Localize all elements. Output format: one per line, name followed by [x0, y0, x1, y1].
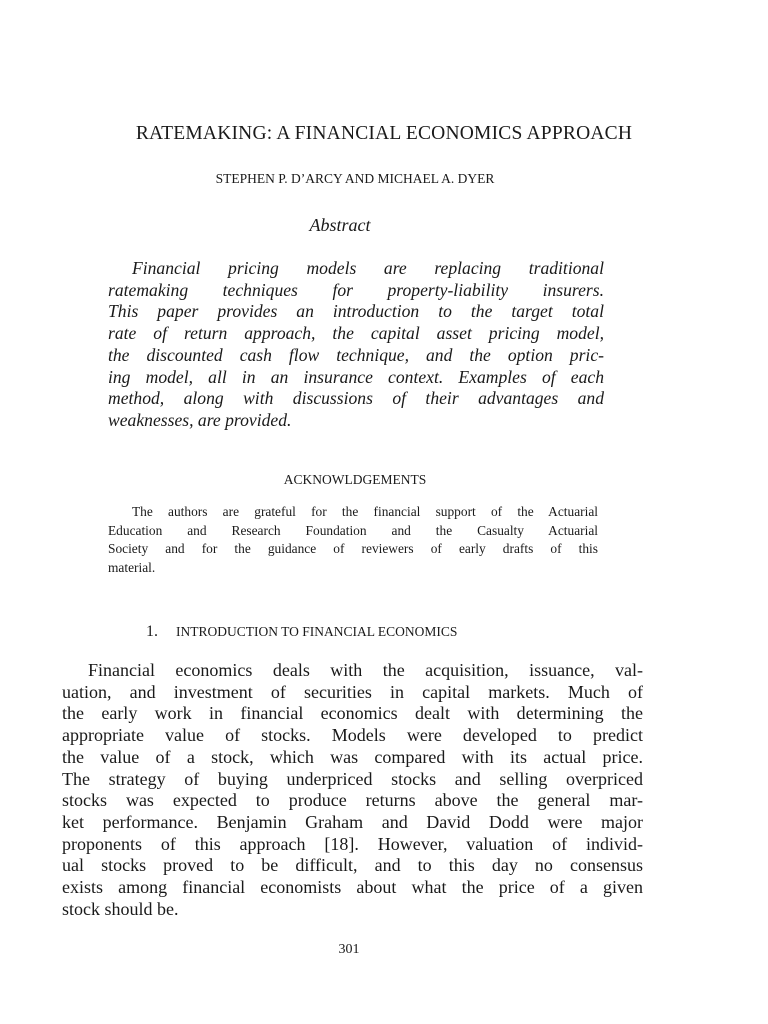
- abstract-body: [108, 258, 604, 432]
- abstract-line: weaknesses, are provided.: [108, 409, 292, 430]
- paper-title: RATEMAKING: A FINANCIAL ECONOMICS APPROACH: [135, 123, 633, 144]
- body-line: ual stocks proved to be difficult, and to this day no consensus: [62, 855, 643, 876]
- abstract-line: ratemaking techniques for property-liability insurers.: [108, 279, 604, 300]
- body-line: appropriate value of stocks. Models were developed to predict: [62, 725, 643, 746]
- abstract-line: Financial pricing models are replacing traditional: [132, 258, 604, 278]
- paper-authors: STEPHEN P. D’ARCY AND MICHAEL A. DYER: [215, 171, 495, 186]
- body-line: The strategy of buying underpriced stocks and selling overpriced: [62, 768, 643, 789]
- section-number: 1.: [146, 623, 158, 640]
- abstract-line: the discounted cash flow technique, and the option pric-: [108, 344, 604, 365]
- body-line: proponents of this approach [18]. However, valuation of individ-: [62, 833, 643, 854]
- page-number: 301: [338, 942, 360, 957]
- section-body: [62, 660, 643, 920]
- acknowledgements-line: Education and Research Foundation and the Casualty Actuarial: [108, 522, 598, 538]
- abstract-line: ing model, all in an insurance context. Examples of each: [108, 366, 604, 387]
- body-line: uation, and investment of securities in capital markets. Much of: [62, 681, 643, 702]
- section-title: INTRODUCTION TO FINANCIAL ECONOMICS: [176, 624, 458, 639]
- body-line: stock should be.: [62, 898, 179, 919]
- acknowledgements-line: material.: [108, 559, 156, 575]
- acknowledgements-line: The authors are grateful for the financial support of the Actuarial: [132, 504, 598, 519]
- body-line: Financial economics deals with the acquisition, issuance, val-: [88, 660, 643, 680]
- abstract-line: method, along with discussions of their advantages and: [108, 388, 604, 409]
- body-line: the early work in financial economics dealt with determining the: [62, 703, 643, 724]
- section-heading: [146, 622, 457, 642]
- body-line: exists among financial economists about what the price of a given: [62, 877, 643, 898]
- body-line: stocks was expected to produce returns above the general mar-: [62, 790, 643, 811]
- body-line: ket performance. Benjamin Graham and David Dodd were major: [62, 811, 643, 832]
- acknowledgements-heading: ACKNOWLDGEMENTS: [283, 472, 427, 487]
- body-line: the value of a stock, which was compared with its actual price.: [62, 746, 643, 767]
- abstract-heading: Abstract: [309, 215, 371, 235]
- abstract-line: rate of return approach, the capital asset pricing model,: [108, 323, 604, 344]
- abstract-line: This paper provides an introduction to the target total: [108, 301, 604, 322]
- acknowledgements-body: [108, 503, 598, 577]
- acknowledgements-line: Society and for the guidance of reviewers of early drafts of this: [108, 541, 598, 556]
